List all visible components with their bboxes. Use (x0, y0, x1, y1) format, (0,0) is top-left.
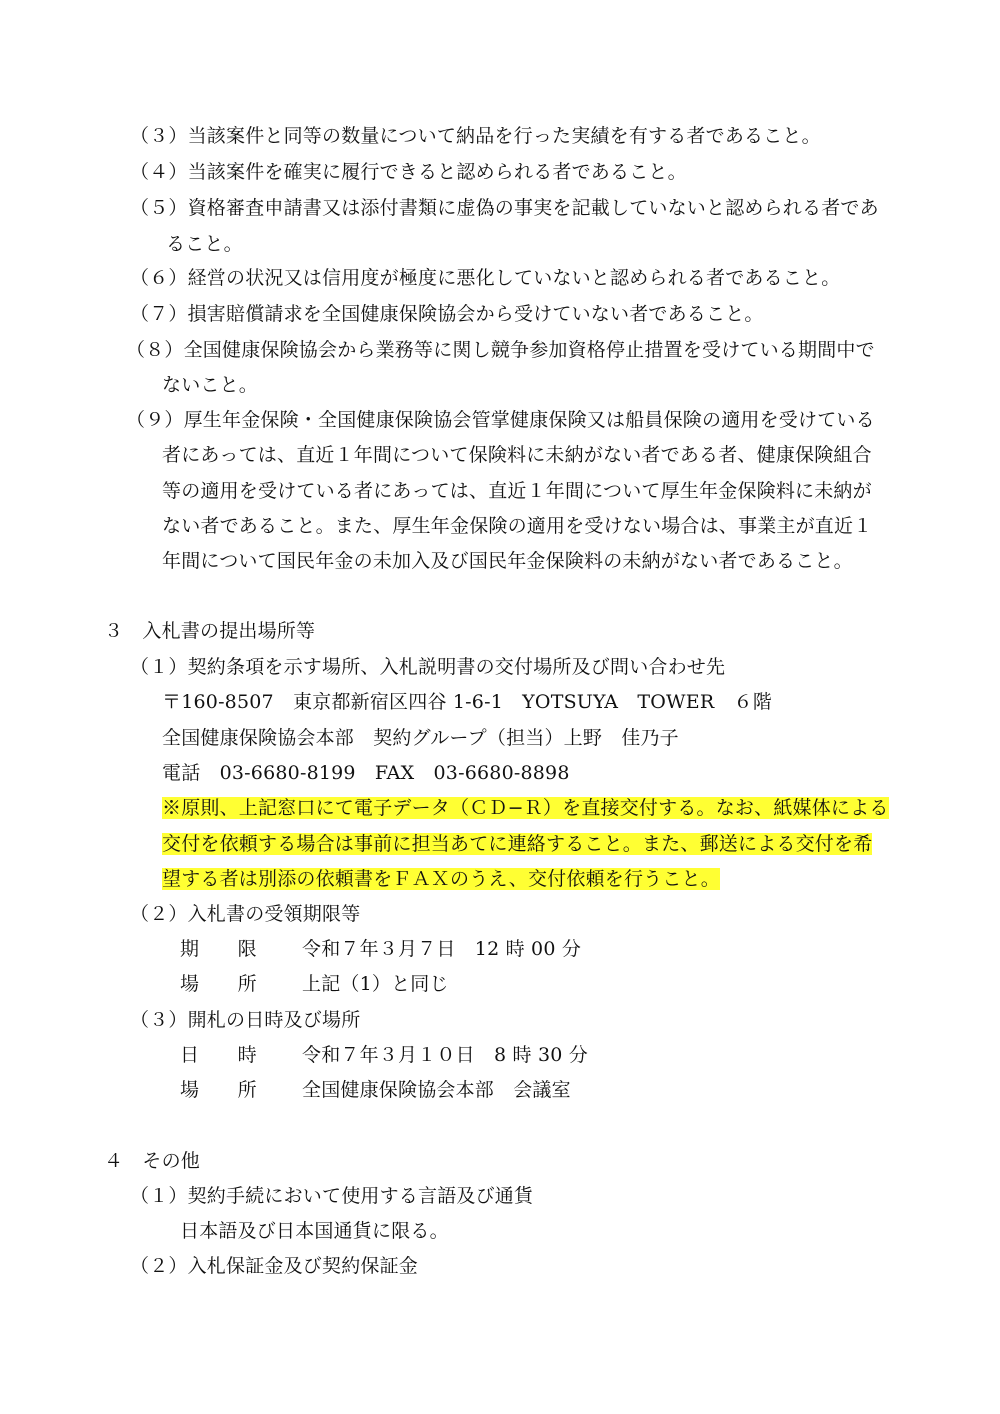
qual-9-line-1: （９）厚生年金保険・全国健康保険協会管掌健康保険又は船員保険の適用を受けている (126, 409, 875, 431)
section-3-phone: 電話 03-6680-8199 FAX 03-6680-8898 (162, 762, 570, 784)
opening-datetime-value: 令和７年３月１０日 8 時 30 分 (302, 1044, 588, 1066)
opening-place-label: 場 所 (180, 1079, 257, 1101)
section-3-contact: 全国健康保険協会本部 契約グループ（担当）上野 佳乃子 (162, 727, 679, 749)
section-3-item-2-title: （２）入札書の受領期限等 (130, 903, 361, 925)
section-4-item-2-title: （２）入札保証金及び契約保証金 (130, 1255, 419, 1277)
section-3-note-line-3: 望する者は別添の依頼書をＦＡＸのうえ、交付依頼を行うこと。 (162, 868, 720, 890)
qual-4-line-1: （４）当該案件を確実に履行できると認められる者であること。 (130, 161, 687, 183)
qual-3-line-1: （３）当該案件と同等の数量について納品を行った実績を有する者であること。 (130, 125, 821, 147)
opening-datetime-label: 日 時 (180, 1044, 257, 1066)
section-3-note-line-2: 交付を依頼する場合は事前に担当あてに連絡すること。また、郵送による交付を希 (162, 833, 873, 855)
section-3-address: 〒160-8507 東京都新宿区四谷 1-6-1 YOTSUYA TOWER ６階 (162, 691, 772, 713)
section-4-item-1-title: （１）契約手続において使用する言語及び通貨 (130, 1185, 534, 1207)
qual-8-line-2: ないこと。 (162, 374, 259, 396)
deadline-value: 令和７年３月７日 12 時 00 分 (302, 938, 582, 960)
section-4-item-1-text: 日本語及び日本国通貨に限る。 (180, 1220, 449, 1242)
qual-5-line-2: ること。 (166, 233, 243, 255)
qual-5-line-1: （５）資格審査申請書又は添付書類に虚偽の事実を記載していないと認められる者であ (130, 197, 879, 219)
section-3-note-line-1: ※原則、上記窓口にて電子データ（ＣＤ−Ｒ）を直接交付する。なお、紙媒体による (162, 797, 889, 819)
qual-9-line-2: 者にあっては、直近１年間について保険料に未納がない者である者、健康保険組合 (162, 444, 872, 466)
section-4-heading: ４ その他 (104, 1150, 201, 1172)
submit-place-label: 場 所 (180, 973, 257, 995)
opening-place-value: 全国健康保険協会本部 会議室 (302, 1079, 571, 1101)
qual-6-line-1: （６）経営の状況又は信用度が極度に悪化していないと認められる者であること。 (130, 267, 841, 289)
qual-9-line-3: 等の適用を受けている者にあっては、直近１年間について厚生年金保険料に未納が (162, 480, 872, 502)
submit-place-value: 上記（1）と同じ (302, 973, 449, 995)
qual-7-line-1: （７）損害賠償請求を全国健康保険協会から受けていない者であること。 (130, 303, 764, 325)
section-3-item-1-title: （１）契約条項を示す場所、入札説明書の交付場所及び問い合わせ先 (130, 656, 726, 678)
section-3-heading: ３ 入札書の提出場所等 (104, 620, 316, 642)
qual-9-line-4: ない者であること。また、厚生年金保険の適用を受けない場合は、事業主が直近１ (162, 515, 873, 537)
section-3-item-3-title: （３）開札の日時及び場所 (130, 1009, 361, 1031)
deadline-label: 期 限 (180, 938, 257, 960)
qual-9-line-5: 年間について国民年金の未加入及び国民年金保険料の未納がない者であること。 (162, 550, 853, 572)
qual-8-line-1: （８）全国健康保険協会から業務等に関し競争参加資格停止措置を受けている期間中で (126, 339, 875, 361)
